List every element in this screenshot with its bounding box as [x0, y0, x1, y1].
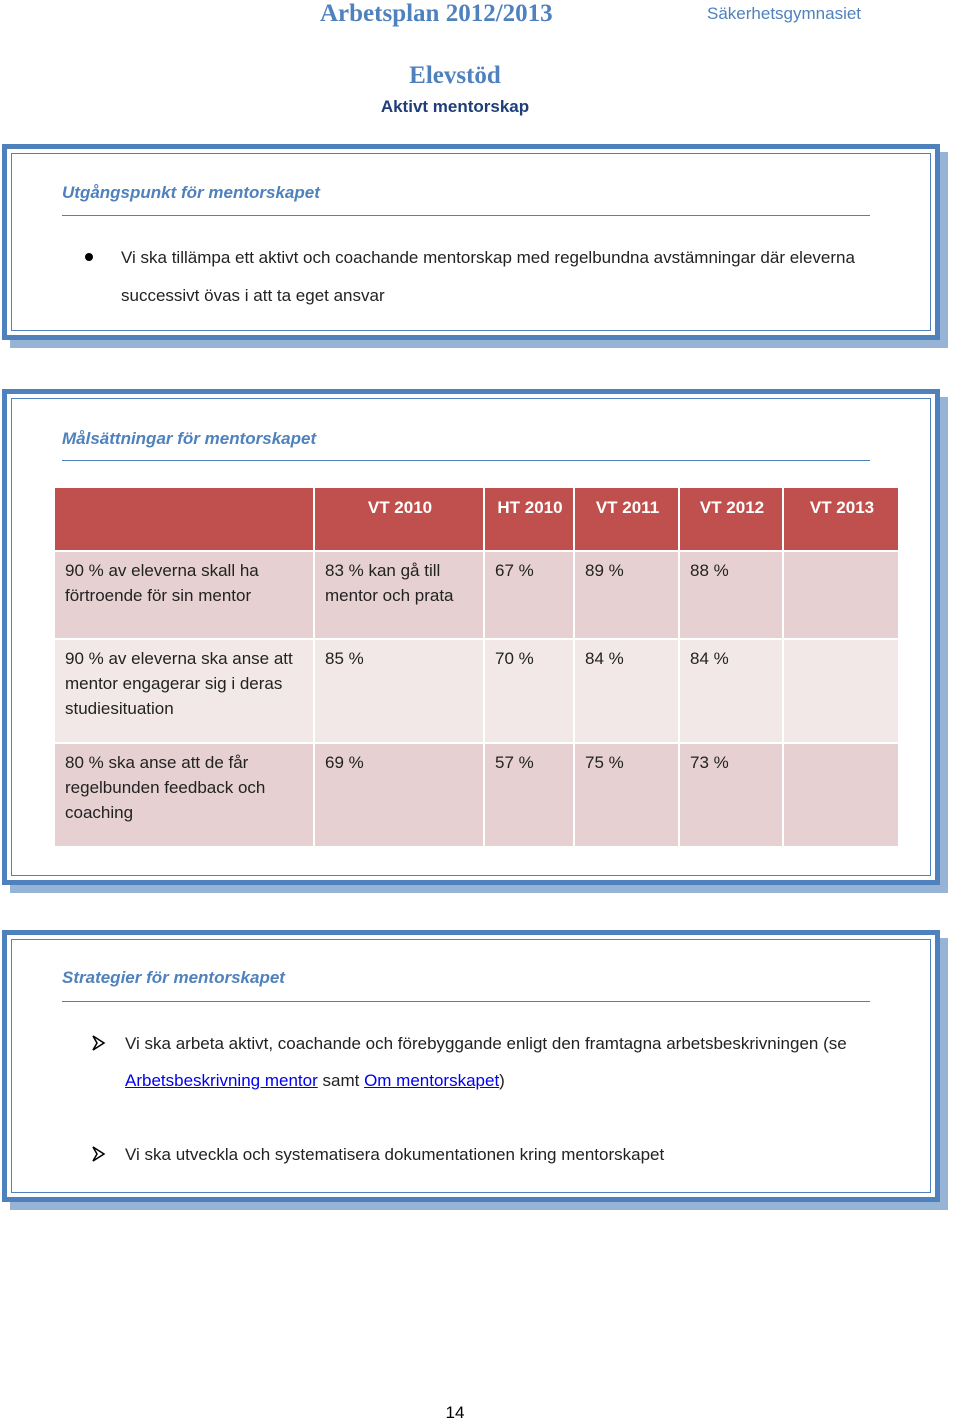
- table-row: [55, 640, 900, 744]
- section-title: Elevstöd: [409, 62, 501, 89]
- table-header-cell: [55, 488, 315, 552]
- table-cell: 75 %: [575, 744, 680, 848]
- table-cell: 90 % av eleverna skall ha förtroende för sin mentor: [55, 552, 315, 640]
- about-mentorship-link[interactable]: Om mentorskapet: [364, 1071, 500, 1090]
- section-subtitle: Aktivt mentorskap: [380, 97, 530, 116]
- goals-table: [55, 488, 900, 848]
- table-header-cell: HT 2010: [485, 488, 575, 552]
- table-row: [55, 552, 900, 640]
- strategy-text-end: ): [499, 1071, 505, 1090]
- table-cell: 69 %: [315, 744, 485, 848]
- table-header-cell: VT 2010: [315, 488, 485, 552]
- bullet-icon: [85, 253, 93, 261]
- starting-point-heading: Utgångspunkt för mentorskapet: [62, 183, 320, 202]
- table-header-cell: VT 2012: [680, 488, 784, 552]
- arrow-bullet-icon: [91, 1025, 107, 1062]
- school-name: Säkerhetsgymnasiet: [707, 4, 862, 23]
- table-cell: 88 %: [680, 552, 784, 640]
- strategies-box: [2, 930, 940, 1202]
- heading-divider: [62, 215, 870, 216]
- page-number: 14: [445, 1403, 465, 1422]
- strategy-text-start: Vi ska arbeta aktivt, coachande och förebyggande enligt den framtagna arbetsbeskrivningen (se: [125, 1034, 847, 1053]
- table-cell: [784, 640, 900, 744]
- table-cell: 89 %: [575, 552, 680, 640]
- table-cell: 67 %: [485, 552, 575, 640]
- heading-divider: [62, 460, 870, 461]
- table-cell: 85 %: [315, 640, 485, 744]
- starting-point-box: [2, 144, 940, 340]
- table-cell: 70 %: [485, 640, 575, 744]
- table-cell: [784, 744, 900, 848]
- table-cell: 84 %: [680, 640, 784, 744]
- table-header-cell: VT 2011: [575, 488, 680, 552]
- document-title: Arbetsplan 2012/2013: [320, 0, 553, 27]
- job-description-link[interactable]: Arbetsbeskrivning mentor: [125, 1071, 318, 1090]
- table-cell: 73 %: [680, 744, 784, 848]
- arrow-bullet-icon: [91, 1136, 107, 1173]
- table-cell: 80 % ska anse att de får regelbunden feedback och coaching: [55, 744, 315, 848]
- table-cell: 57 %: [485, 744, 575, 848]
- heading-divider: [62, 1001, 870, 1002]
- strategy-text-middle: samt: [317, 1071, 365, 1090]
- table-cell: 83 % kan gå till mentor och prata: [315, 552, 485, 640]
- table-cell: 90 % av eleverna ska anse att mentor engagerar sig i deras studiesituation: [55, 640, 315, 744]
- strategy-text: Vi ska utveckla och systematisera dokumentationen kring mentorskapet: [125, 1145, 665, 1164]
- table-row: [55, 744, 900, 848]
- strategies-heading: Strategier för mentorskapet: [62, 968, 285, 987]
- table-cell: 84 %: [575, 640, 680, 744]
- table-header-row: [55, 488, 900, 552]
- bullet-text: Vi ska tillämpa ett aktivt och coachande mentorskap med regelbundna avstämningar där eleverna successivt övas i att ta eget ansvar: [121, 248, 855, 305]
- strategy-text: [125, 1025, 925, 1099]
- goals-box: [2, 389, 940, 885]
- goals-heading: Målsättningar för mentorskapet: [62, 429, 317, 448]
- table-header-cell: VT 2013: [784, 488, 900, 552]
- table-cell: [784, 552, 900, 640]
